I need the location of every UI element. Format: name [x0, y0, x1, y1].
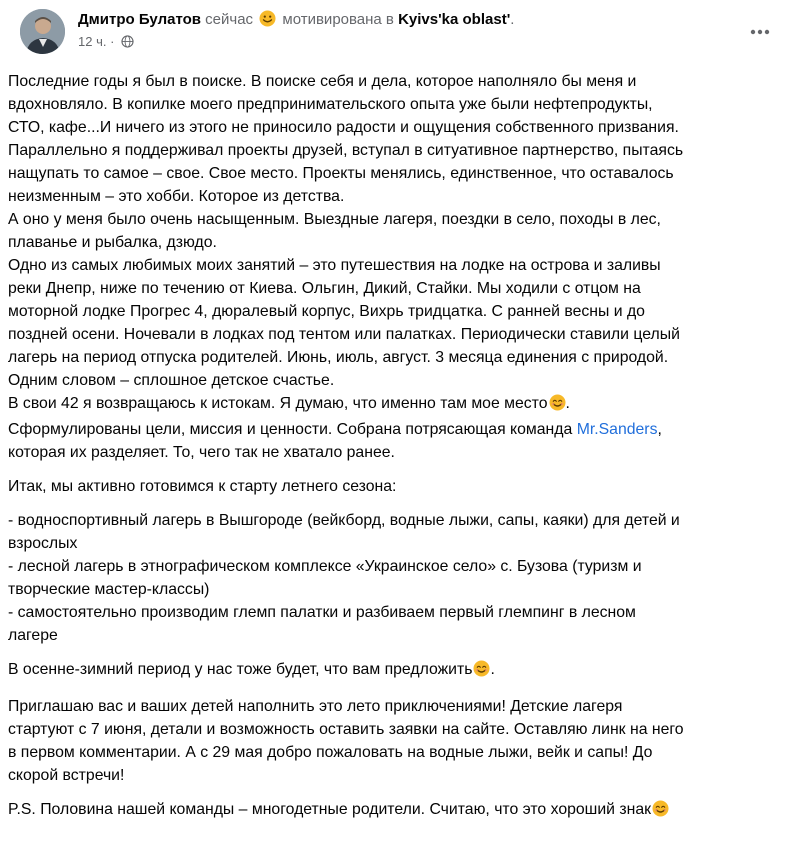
paragraph-1: [8, 70, 768, 464]
text-line: СТО, кафе...И ничего из этого не приносило радости и ощущения собственного призвания.: [8, 119, 679, 136]
meta-separator: ·: [110, 34, 119, 49]
location-link[interactable]: Kyivs'ka oblast': [398, 11, 511, 28]
text-line: плаванье и рыбалка, дзюдо.: [8, 234, 217, 251]
paragraph-2: [8, 475, 768, 498]
text-line: неизменным – это хобби. Которое из детства.: [8, 188, 345, 205]
post-meta: [78, 33, 134, 53]
list-item: - самостоятельно производим глемп палатки и разбиваем первый глемпинг в лесном: [8, 604, 636, 621]
text-line: стартуют с 7 июня, детали и возможность оставить заявки на сайте. Оставляю линк на него: [8, 721, 684, 738]
list-item: творческие мастер-классы): [8, 581, 210, 598]
list-item: лагере: [8, 627, 58, 644]
smiling-face-icon: [259, 10, 276, 33]
post-header: [14, 0, 772, 62]
list-item: - лесной лагерь в этнографическом комплексе «Украинское село» с. Бузова (туризм и: [8, 558, 642, 575]
text-line: реки Днепр, ниже по течению от Киева. Ольгин, Дикий, Стайки. Мы ходили с отцом на: [8, 280, 641, 297]
list-item: - водноспортивный лагерь в Вышгороде (вейкборд, водные лыжи, сапы, каяки) для детей и: [8, 512, 680, 529]
feeling-text: мотивирована в: [282, 11, 394, 28]
author-line: [78, 10, 514, 33]
smiling-face-with-smiling-eyes-icon: [473, 660, 490, 684]
text-line: Параллельно я поддерживал проекты друзей, вступал в ситуативное партнерство, пытаясь: [8, 142, 684, 159]
text-line: Последние годы я был в поиске. В поиске себя и дела, которое наполняло бы меня и: [8, 73, 637, 90]
text-line: которая их разделяет. То, чего так не хватало ранее.: [8, 444, 395, 461]
location-suffix: .: [510, 11, 515, 28]
text-line: Одно из самых любимых моих занятий – это путешествия на лодке на острова и заливы: [8, 257, 661, 274]
text-line: нащупать то самое – свое. Свое место. Проекты менялись, единственное, что оставалось: [8, 165, 674, 182]
text-line: Одним словом – сплошное детское счастье.: [8, 372, 335, 389]
text-line: моторной лодке Прогрес 4, дюралевый корпус, Вихрь тридцатка. С ранней весны и до: [8, 303, 645, 320]
text-line: Приглашаю вас и ваших детей наполнить это лето приключениями! Детские лагеря: [8, 698, 623, 715]
posted-now: сейчас: [205, 11, 254, 28]
text-line-end: .: [490, 661, 495, 678]
avatar-photo-icon: [20, 9, 65, 54]
avatar[interactable]: [20, 9, 65, 54]
text-line: вдохновляло. В копилке моего предпринимательского опыта уже были нефтепродукты,: [8, 96, 653, 113]
paragraph-3: [8, 509, 768, 647]
text-line: поздней осени. Ночевали в лодках под тентом или палатках. Периодически ставили целый: [8, 326, 680, 343]
text-line: Сформулированы цели, миссия и ценности. Собрана потрясающая команда: [8, 421, 577, 438]
mr-sanders-link[interactable]: Mr.Sanders: [576, 421, 658, 438]
text-line: в первом комментарии. А с 29 мая добро пожаловать на водные лыжи, вейк и сапы! До: [8, 744, 653, 761]
smiling-face-with-smiling-eyes-icon: [549, 394, 566, 418]
paragraph-4: [8, 658, 768, 684]
text-line: Итак, мы активно готовимся к старту летнего сезона:: [8, 478, 397, 495]
text-line: В свои 42 я возвращаюсь к истокам. Я думаю, что именно там мое место: [8, 395, 548, 412]
text-line: лагерь на период отпуска родителей. Июнь, июль, август. 3 месяца единения с природой.: [8, 349, 669, 366]
text-line: скорой встречи!: [8, 767, 125, 784]
list-item: взрослых: [8, 535, 78, 552]
text-line: А оно у меня было очень насыщенным. Выездные лагеря, поездки в село, походы в лес,: [8, 211, 661, 228]
more-options-icon: [750, 29, 770, 35]
paragraph-6: [8, 798, 768, 824]
post-body: [8, 70, 768, 824]
text-line: P.S. Половина нашей команды – многодетные родители. Считаю, что это хороший знак: [8, 801, 652, 818]
text-line: ,: [657, 421, 662, 438]
paragraph-5: [8, 695, 768, 787]
text-line-end: .: [565, 395, 570, 412]
smiling-face-with-smiling-eyes-icon: [652, 800, 669, 824]
time-ago[interactable]: 12 ч.: [78, 34, 107, 49]
globe-icon[interactable]: [121, 35, 134, 53]
author-name[interactable]: Дмитро Булатов: [78, 11, 201, 28]
more-options-button[interactable]: [744, 20, 776, 44]
text-line: В осенне-зимний период у нас тоже будет, что вам предложить: [8, 661, 473, 678]
